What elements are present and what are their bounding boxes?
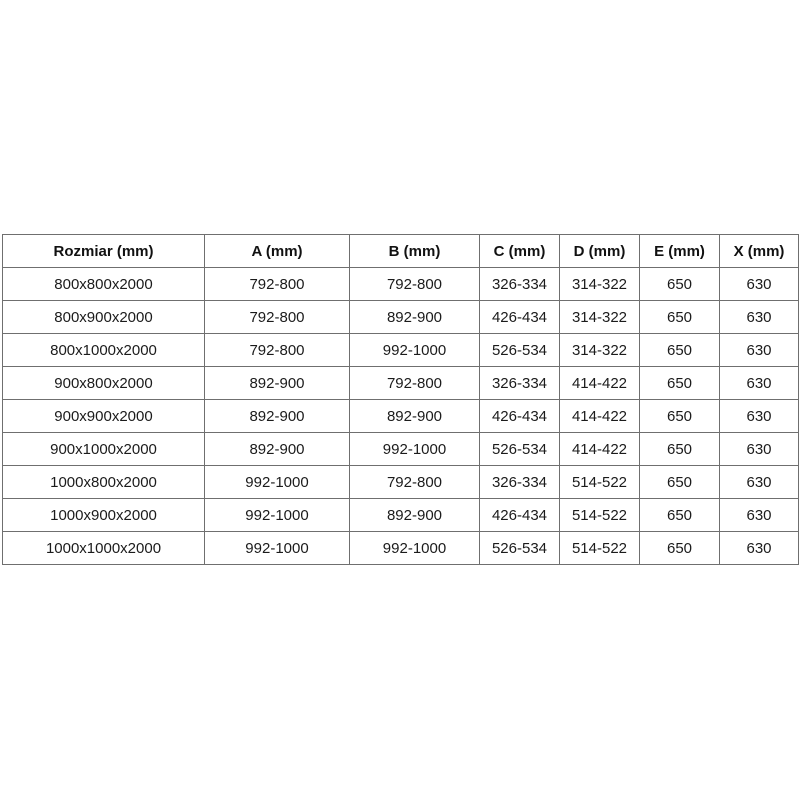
table-cell-c: 526-534: [480, 433, 560, 466]
table-row: [3, 268, 799, 301]
table-row: [3, 433, 799, 466]
table-cell-a: 792-800: [205, 268, 350, 301]
table-cell-x: 630: [720, 301, 799, 334]
table-row: [3, 367, 799, 400]
table-cell-x: 630: [720, 499, 799, 532]
table-cell-c: 326-334: [480, 268, 560, 301]
table-cell-a: 992-1000: [205, 499, 350, 532]
table-cell-a: 892-900: [205, 433, 350, 466]
table-cell-c: 526-534: [480, 532, 560, 565]
table-cell-x: 630: [720, 334, 799, 367]
table-cell-c: 426-434: [480, 301, 560, 334]
table-cell-a: 892-900: [205, 400, 350, 433]
table-cell-d: 414-422: [560, 400, 640, 433]
table-row: [3, 532, 799, 565]
table-cell-b: 892-900: [350, 301, 480, 334]
column-header-a: A (mm): [205, 235, 350, 268]
table-cell-d: 314-322: [560, 334, 640, 367]
table-cell-a: 792-800: [205, 334, 350, 367]
table-cell-b: 892-900: [350, 499, 480, 532]
table-cell-e: 650: [640, 367, 720, 400]
column-header-rozmiar: Rozmiar (mm): [3, 235, 205, 268]
header-row: [3, 235, 799, 268]
table-cell-c: 526-534: [480, 334, 560, 367]
table-cell-b: 792-800: [350, 466, 480, 499]
table-cell-rozmiar: 1000x900x2000: [3, 499, 205, 532]
table-cell-x: 630: [720, 433, 799, 466]
table-cell-d: 514-522: [560, 532, 640, 565]
column-header-x: X (mm): [720, 235, 799, 268]
table-cell-rozmiar: 800x900x2000: [3, 301, 205, 334]
table-row: [3, 466, 799, 499]
table-cell-e: 650: [640, 532, 720, 565]
table-cell-rozmiar: 800x1000x2000: [3, 334, 205, 367]
table-cell-b: 992-1000: [350, 433, 480, 466]
table-cell-rozmiar: 1000x800x2000: [3, 466, 205, 499]
table-cell-rozmiar: 800x800x2000: [3, 268, 205, 301]
table-cell-b: 892-900: [350, 400, 480, 433]
table-cell-x: 630: [720, 268, 799, 301]
table-cell-e: 650: [640, 499, 720, 532]
table-cell-rozmiar: 900x900x2000: [3, 400, 205, 433]
table-cell-e: 650: [640, 433, 720, 466]
column-header-e: E (mm): [640, 235, 720, 268]
column-header-d: D (mm): [560, 235, 640, 268]
table-row: [3, 400, 799, 433]
table-cell-b: 792-800: [350, 268, 480, 301]
table-cell-d: 514-522: [560, 466, 640, 499]
table-cell-d: 414-422: [560, 433, 640, 466]
table-cell-x: 630: [720, 400, 799, 433]
dimension-spec-table-container: [2, 234, 798, 565]
table-row: [3, 301, 799, 334]
table-cell-x: 630: [720, 466, 799, 499]
table-cell-a: 792-800: [205, 301, 350, 334]
table-cell-a: 892-900: [205, 367, 350, 400]
table-cell-b: 792-800: [350, 367, 480, 400]
table-cell-rozmiar: 900x1000x2000: [3, 433, 205, 466]
table-cell-c: 326-334: [480, 367, 560, 400]
table-cell-d: 414-422: [560, 367, 640, 400]
table-cell-x: 630: [720, 367, 799, 400]
table-cell-x: 630: [720, 532, 799, 565]
table-cell-d: 514-522: [560, 499, 640, 532]
table-cell-e: 650: [640, 400, 720, 433]
column-header-c: C (mm): [480, 235, 560, 268]
table-cell-e: 650: [640, 268, 720, 301]
table-cell-e: 650: [640, 466, 720, 499]
table-cell-c: 426-434: [480, 400, 560, 433]
table-cell-rozmiar: 900x800x2000: [3, 367, 205, 400]
table-cell-c: 426-434: [480, 499, 560, 532]
table-cell-e: 650: [640, 301, 720, 334]
table-cell-a: 992-1000: [205, 466, 350, 499]
table-cell-e: 650: [640, 334, 720, 367]
table-row: [3, 334, 799, 367]
table-cell-b: 992-1000: [350, 532, 480, 565]
table-cell-c: 326-334: [480, 466, 560, 499]
table-cell-a: 992-1000: [205, 532, 350, 565]
table-cell-d: 314-322: [560, 301, 640, 334]
table-cell-b: 992-1000: [350, 334, 480, 367]
table-row: [3, 499, 799, 532]
table-cell-rozmiar: 1000x1000x2000: [3, 532, 205, 565]
table-cell-d: 314-322: [560, 268, 640, 301]
column-header-b: B (mm): [350, 235, 480, 268]
dimension-spec-table: [2, 234, 799, 565]
